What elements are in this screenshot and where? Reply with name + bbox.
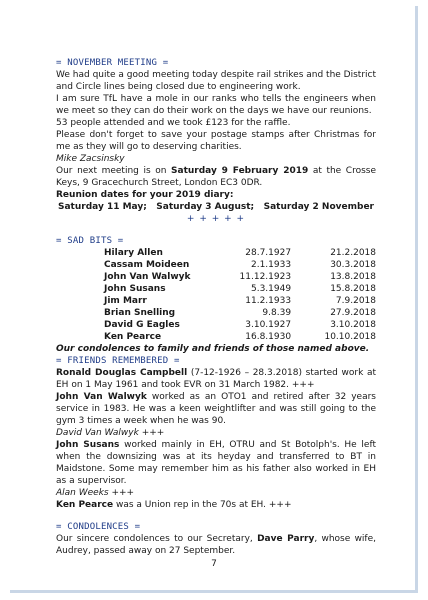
name-cell: Ken Pearce [104, 332, 162, 342]
reunion-dates [56, 201, 376, 213]
november-para-3: 53 people attended and we took £123 for the raffle. [56, 118, 291, 128]
sad-bits-table [104, 247, 376, 343]
table-row [104, 307, 376, 319]
reunion-title: Reunion dates for your 2019 diary: [56, 190, 234, 200]
name-cell: David G Eagles [104, 320, 180, 330]
november-para-1: We had quite a good meeting today despite rail strikes and the District and Circle lines being closed due to engineering work. [56, 70, 376, 92]
born-cell: 16.8.1930 [245, 332, 292, 342]
died-cell: 30.3.2018 [330, 260, 376, 270]
table-row [104, 319, 376, 331]
friend-text: was a Union rep in the 70s at EH. +++ [113, 500, 292, 510]
table-row [104, 247, 376, 259]
born-cell: 28.7.1927 [245, 248, 292, 258]
friend-text: (7-12-1926 – 28.3.2018) started work at EH on 1 May 1961 and took EVR on 31 March 1982. +++ [56, 368, 376, 390]
born-cell: 11.2.1933 [245, 296, 292, 306]
next-meeting-date: Saturday 9 February 2019 [171, 166, 309, 176]
born-cell: 11.12.1923 [239, 272, 292, 282]
name-cell: Cassam Moideen [104, 260, 190, 270]
friends-remembered-heading: = FRIENDS REMEMBERED = [56, 356, 180, 366]
friend-text: worked as an OTO1 and retired after 32 years service in 1983. He was a keen weightlifter and was still going to the gym 3 times a week when he was 90. [56, 392, 376, 426]
born-cell: 9.8.39 [262, 308, 292, 318]
table-row [104, 283, 376, 295]
reunion-date-2: Saturday 3 August; [156, 202, 255, 212]
born-cell: 3.10.1927 [245, 320, 292, 330]
name-cell: Hilary Allen [104, 248, 163, 258]
born-cell: 5.3.1949 [250, 284, 292, 294]
november-para-2: I am sure TfL have a mole in our ranks who tells the engineers when we meet so they can do their work on the days we have our reunions. [56, 94, 376, 116]
table-row [104, 295, 376, 307]
november-meeting-heading: = NOVEMBER MEETING = [56, 58, 169, 68]
section-separator: + + + + + [186, 214, 246, 224]
died-cell: 10.10.2018 [324, 332, 376, 342]
died-cell: 15.8.2018 [330, 284, 376, 294]
reunion-date-3: Saturday 2 November [263, 202, 374, 212]
condolences-post: , whose wife, Audrey, passed away on 27 September. [56, 534, 376, 556]
condolences-text [56, 533, 376, 557]
friend-name: Ronald Douglas Campbell [56, 368, 188, 378]
name-cell: Brian Snelling [104, 308, 176, 318]
friend-entry-4 [56, 499, 376, 511]
friend-entry-3 [56, 439, 376, 487]
died-cell: 13.8.2018 [330, 272, 376, 282]
table-row [104, 259, 376, 271]
friend-entry-1 [56, 367, 376, 391]
next-meeting-pre: Our next meeting is on [56, 166, 172, 176]
condolences-heading: = CONDOLENCES = [56, 522, 141, 532]
died-cell: 21.2.2018 [330, 248, 376, 258]
table-row [104, 271, 376, 283]
next-meeting-venue: at the Crosse Keys, 9 Gracechurch Street, London EC3 0DR. [56, 166, 377, 188]
name-cell: Jim Marr [104, 296, 147, 306]
page-border-bottom [10, 590, 418, 593]
sad-bits-heading: = SAD BITS = [56, 236, 124, 246]
november-signature: Mike Zacsinsky [56, 154, 125, 164]
name-cell: John Susans [104, 284, 166, 294]
condolences-pre: Our sincere condolences to our Secretary, [56, 534, 258, 544]
sad-bits-condolences: Our condolences to family and friends of those named above. [56, 344, 370, 354]
condolences-name: Dave Parry [257, 534, 315, 544]
friend-text: worked mainly in EH, OTRU and St Botolph's. He left when the downsizing was at its heyday and transferred to BT in Maidstone. Some may remember him as his father also worked in EH as a supervisor. [56, 440, 376, 486]
table-row [104, 331, 376, 343]
friend-entry-2 [56, 391, 376, 427]
friend-entry-3-signature: Alan Weeks +++ [56, 488, 135, 498]
friend-name: Ken Pearce [56, 500, 114, 510]
page-content [56, 57, 376, 557]
reunion-date-1: Saturday 11 May; [58, 202, 147, 212]
friend-name: John Susans [56, 440, 120, 450]
died-cell: 3.10.2018 [330, 320, 376, 330]
name-cell: John Van Walwyk [104, 272, 191, 282]
page-number: 7 [211, 559, 217, 569]
died-cell: 7.9.2018 [335, 296, 376, 306]
friend-name: John Van Walwyk [56, 392, 147, 402]
died-cell: 27.9.2018 [330, 308, 376, 318]
friend-entry-2-signature: David Van Walwyk +++ [56, 428, 165, 438]
next-meeting-text [56, 165, 376, 189]
november-para-4: Please don't forget to save your postage stamps after Christmas for me as they will go to deserving charities. [56, 130, 376, 152]
page-border-right [415, 6, 418, 592]
born-cell: 2.1.1933 [250, 260, 292, 270]
